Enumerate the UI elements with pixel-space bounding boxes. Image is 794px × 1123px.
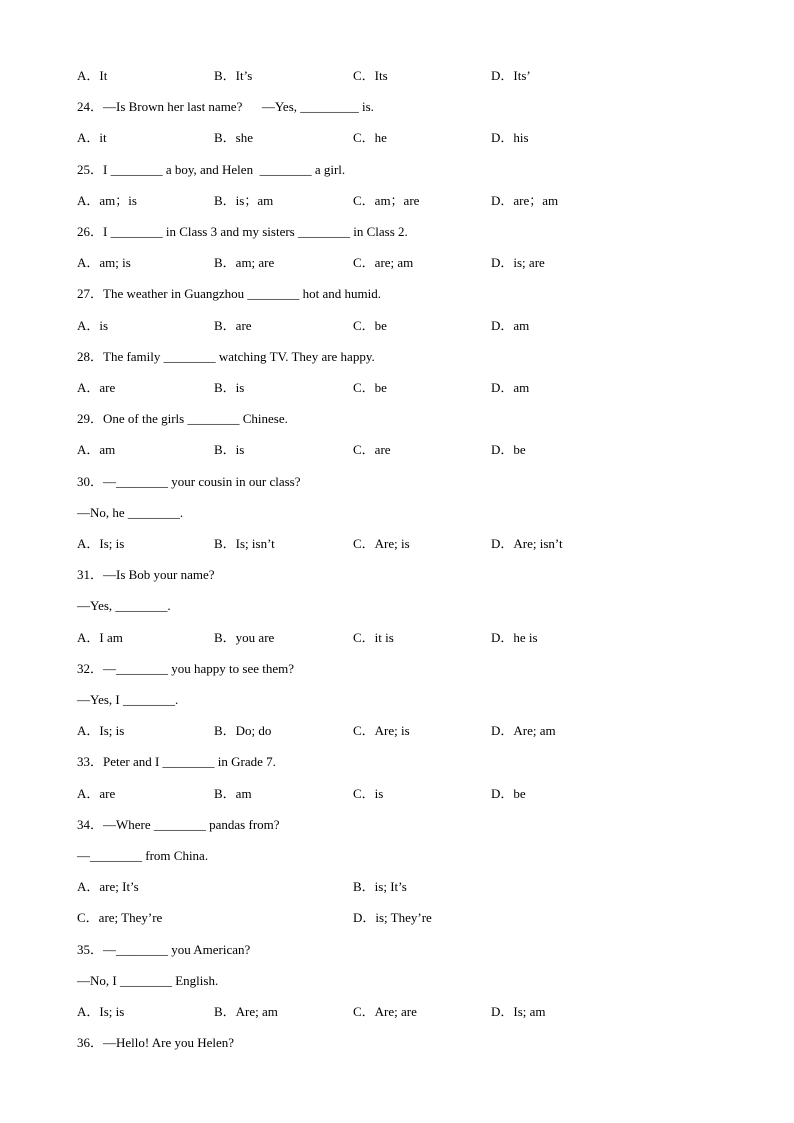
answer-option: B．Do; do (214, 723, 272, 739)
answer-option: C．am；are (353, 192, 420, 208)
answer-option: C．Are; is (353, 536, 410, 551)
answer-option: B．is; It’s (353, 879, 407, 895)
answer-option: D．is; They’re (353, 910, 432, 926)
answer-option: C．Are; are (353, 1004, 417, 1019)
answer-option: C．be (353, 380, 387, 395)
answer-option: A．Is; is (77, 536, 125, 551)
answer-option: D．Is; am (491, 1004, 546, 1019)
answer-option: D．are；am (491, 192, 559, 208)
answer-option: B．is (214, 380, 245, 395)
answer-option: B．is；am (214, 192, 274, 208)
question-text: —Yes, I ________. (77, 692, 179, 707)
answer-option: C．it is (353, 629, 394, 645)
answer-option: C．Its (353, 68, 388, 83)
question-text: 36．—Hello! Are you Helen? (77, 1035, 235, 1051)
answer-option: D．Are; isn’t (491, 536, 563, 551)
answer-option: A．Is; is (77, 723, 125, 739)
answer-option: C．be (353, 317, 387, 333)
question-text: 30．—________ your cousin in our class? (77, 473, 301, 489)
answer-option: A．am (77, 442, 116, 458)
answer-option: D．am (491, 317, 530, 333)
answer-option: C．are (353, 442, 391, 458)
question-text: 29．One of the girls ________ Chinese. (77, 411, 288, 427)
answer-option: D．his (491, 130, 529, 146)
answer-option: B．she (214, 130, 254, 146)
question-text: 25．I ________ a boy, and Helen ________ a girl. (77, 161, 346, 177)
question-text: 34．—Where ________ pandas from? (77, 816, 280, 832)
answer-option: D．be (491, 442, 526, 458)
answer-option: B．Are; am (214, 1004, 278, 1019)
answer-option: C．is (353, 785, 384, 801)
answer-option: D．am (491, 380, 530, 395)
question-text: 27．The weather in Guangzhou ________ hot and humid. (77, 286, 381, 302)
answer-option: B．are (214, 317, 252, 333)
question-text: 24．—Is Brown her last name? —Yes, _________ is. (77, 99, 374, 115)
answer-option: A．am; is (77, 255, 131, 271)
answer-option: D．is; are (491, 255, 545, 271)
answer-option: B．am; are (214, 255, 275, 271)
answer-option: A．I am (77, 629, 123, 645)
question-text: —Yes, ________. (77, 598, 171, 614)
question-text: —No, he ________. (77, 504, 184, 520)
answer-option: D．he is (491, 629, 538, 645)
answer-option: C．he (353, 130, 387, 146)
question-text: 35．—________ you American? (77, 941, 251, 957)
question-text: —No, I ________ English. (77, 972, 219, 988)
answer-option: B．you are (214, 629, 275, 645)
question-text: 32．—________ you happy to see them? (77, 660, 294, 676)
answer-option: D．Its’ (491, 68, 531, 83)
answer-option: C．Are; is (353, 723, 410, 739)
answer-option: D．be (491, 785, 526, 801)
answer-option: A．are (77, 785, 116, 801)
answer-option: A．It (77, 68, 108, 83)
question-text: —________ from China. (77, 848, 209, 863)
answer-option: B．is (214, 442, 245, 458)
answer-option: A．am；is (77, 192, 137, 208)
answer-option: B．Is; isn’t (214, 536, 275, 551)
answer-option: A．Is; is (77, 1004, 125, 1019)
answer-option: B．It’s (214, 68, 253, 83)
question-text: 26．I ________ in Class 3 and my sisters ________ in Class 2. (77, 224, 408, 239)
question-text: 28．The family ________ watching TV. They are happy. (77, 348, 375, 364)
answer-option: A．it (77, 130, 107, 146)
answer-option: C．are; They’re (77, 910, 163, 926)
question-text: 33．Peter and I ________ in Grade 7. (77, 754, 276, 770)
answer-option: A．are; It’s (77, 879, 139, 895)
question-text: 31．—Is Bob your name? (77, 567, 215, 583)
answer-option: D．Are; am (491, 723, 556, 739)
answer-option: A．is (77, 317, 109, 333)
answer-option: A．are (77, 380, 116, 395)
answer-option: B．am (214, 785, 252, 801)
answer-option: C．are; am (353, 255, 414, 271)
